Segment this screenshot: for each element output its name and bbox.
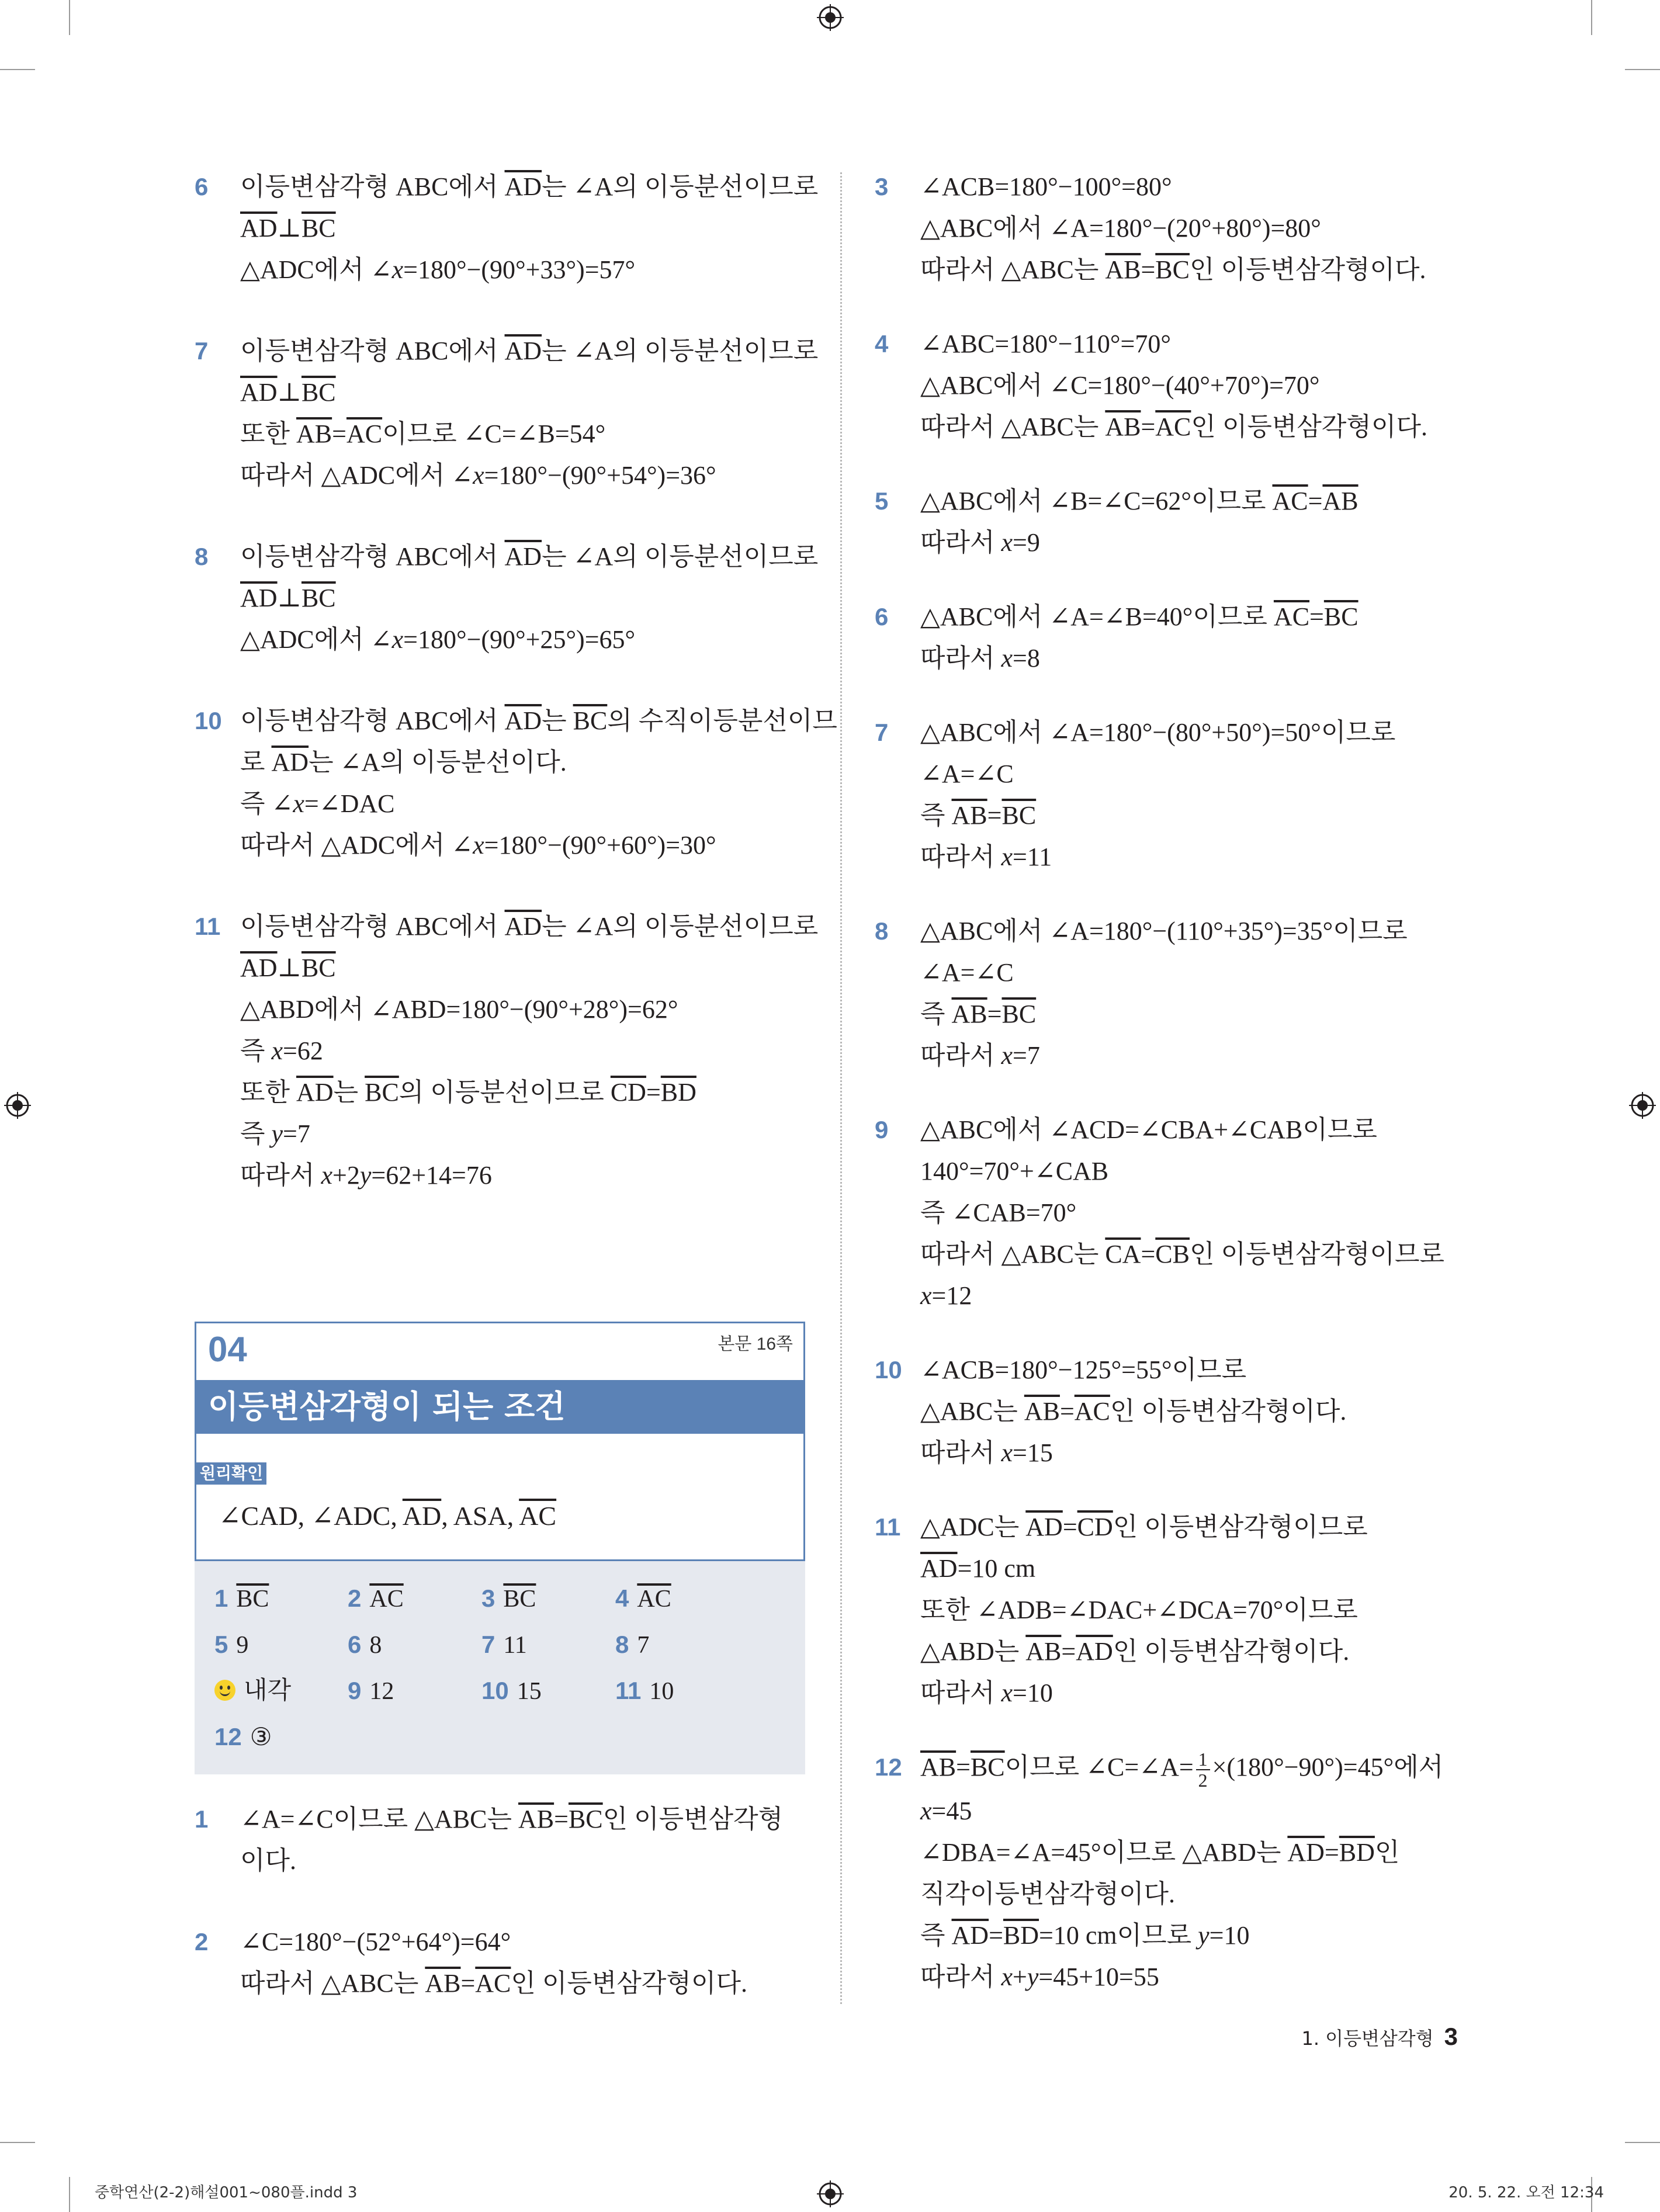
solution-line: 직각이등변삼각형이다. [920,1879,1176,1908]
column-divider [840,172,842,2004]
solution-item [195,166,819,290]
problem-number: 10 [875,1356,902,1384]
solution-item [875,1746,1517,1998]
answer-cell [481,1673,542,1709]
answer-number: 1 [214,1585,228,1612]
solution-line: 이등변삼각형 ABC에서 $\overline{AD}$는 ∠A의 이등분선이므로 [240,337,819,365]
solution-line: △ABD는 $\overline{AB}=\overline{AD}$인 이등변삼각형이다. [920,1637,1350,1666]
problem-number: 6 [875,603,889,630]
solution-line: 즉 ∠CAB=70° [920,1198,1077,1227]
solution-item [875,1109,1517,1316]
solution-line: 따라서 x=9 [920,528,1040,557]
solution-line: ∠DBA=∠A=45°이므로 △ABD는 $\overline{AD}=\overline{BD}$인 [920,1837,1400,1867]
answer-value: 9 [236,1632,249,1659]
solution-line: $\overline{AB}=\overline{BC}$이므로 ∠C=∠A= $\frac{1}{2}$ ×(180°−90°)=45°에서 [920,1748,1444,1791]
solution-line: $\overline{AD}\perp\overline{BC}$ [240,954,336,982]
answer-cell [481,1581,536,1617]
solution-line: 즉 $\overline{AD}=\overline{BD}=10$ cm이므로 y=10 [920,1920,1250,1950]
solution-item [195,1921,814,2004]
solution-line: 이등변삼각형 ABC에서 $\overline{AD}$는 ∠A의 이등분선이므로 [240,542,819,571]
crop-mark [0,2142,35,2143]
solution-line: 또한 $\overline{AD}$는 $\overline{BC}$의 이등분선이므로 $\overline{CD}=\overline{BD}$ [240,1078,696,1107]
left-column-bottom [195,1798,814,2044]
answer-cell [214,1719,272,1755]
solution-line: 즉 $\overline{AB}=\overline{BC}$ [920,801,1037,830]
solution-line: ∠ABC=180°−110°=70° [920,330,1171,358]
solution-line: △ABC에서 ∠ACD=∠CBA+∠CAB이므로 [920,1115,1377,1144]
solution-line: $\overline{AD}=10$ cm [920,1554,1036,1583]
answer-number: 8 [615,1631,629,1658]
answer-value: 12 [369,1678,394,1705]
solution-line: 따라서 x=8 [920,644,1040,672]
section-page-ref: 본문 16쪽 [718,1334,793,1354]
problem-number: 11 [195,913,221,940]
problem-number: 8 [195,543,209,570]
answer-grid [195,1561,805,1774]
solution-line: △ADC에서 ∠x=180°−(90°+33°)=57° [240,255,636,284]
solution-line: ∠A=∠C [920,760,1014,788]
left-column [195,166,837,1236]
solution-item [195,700,837,866]
crop-mark [0,69,35,70]
solution-item [195,906,819,1196]
answer-value: $\overline{AC}$ [637,1586,671,1613]
solution-line: 로 $\overline{AD}$는 ∠A의 이등분선이다. [240,748,567,776]
answer-number: 4 [615,1585,629,1612]
solution-line: 따라서 △ABC는 $\overline{AB}=\overline{AC}$인 이등변삼각형이다. [920,412,1427,441]
solution-line: ∠A=∠C이므로 △ABC는 $\overline{AB}=\overline{BC}$인 이등변삼각형 [240,1805,784,1833]
solution-line: △ABD에서 ∠ABD=180°−(90°+28°)=62° [240,995,678,1024]
solution-line: 즉 $\overline{AB}=\overline{BC}$ [920,1000,1037,1028]
answer-value: 7 [637,1632,650,1659]
solution-item [875,712,1517,878]
solution-line: 따라서 △ADC에서 ∠x=180°−(90°+60°)=30° [240,831,716,859]
answer-cell [615,1581,671,1617]
problem-number: 12 [875,1753,902,1781]
slug-filename: 중학연산(2-2)해설001~080플.indd 3 [95,2184,358,2201]
answer-cell [214,1581,269,1617]
problem-number: 11 [875,1513,901,1541]
problem-number: 8 [875,917,889,945]
registration-mark-icon [817,2180,844,2207]
solution-line: 따라서 △ADC에서 ∠x=180°−(90°+54°)=36° [240,461,716,490]
registration-mark-icon [4,1092,31,1119]
solution-line: ∠ACB=180°−100°=80° [920,172,1172,201]
problem-number: 5 [875,487,889,515]
solution-item [875,910,1517,1076]
solution-line: 따라서 x=11 [920,842,1052,871]
solution-item [875,596,1517,679]
solution-line: △ABC에서 ∠A=∠B=40°이므로 $\overline{AC}=\overline{BC}$ [920,602,1359,631]
problem-number: 2 [195,1928,209,1956]
solution-line: 이등변삼각형 ABC에서 $\overline{AD}$는 $\overline{BC}$의 수직이등분선이므 [240,706,837,735]
solution-line: △ADC는 $\overline{AD}=\overline{CD}$인 이등변삼각형이므로 [920,1513,1368,1541]
problem-number: 3 [875,173,889,200]
solution-line: $\overline{AD}\perp\overline{BC}$ [240,378,336,407]
answer-value: 15 [517,1678,542,1705]
answer-number: 2 [348,1585,362,1612]
solution-line: △ABC는 $\overline{AB}=\overline{AC}$인 이등변삼각형이다. [920,1397,1347,1426]
slug-timestamp: 20. 5. 22. 오전 12:34 [1448,2184,1604,2201]
answer-value: 8 [369,1632,382,1659]
answer-number: 12 [214,1723,242,1750]
problem-number: 4 [875,330,889,358]
answer-value: 내각 [244,1677,292,1704]
answer-cell [214,1673,291,1708]
solution-line: 이등변삼각형 ABC에서 $\overline{AD}$는 ∠A의 이등분선이므로 [240,172,819,201]
registration-mark-icon [817,4,844,31]
solution-item [875,1506,1517,1714]
solution-line: 이등변삼각형 ABC에서 $\overline{AD}$는 ∠A의 이등분선이므로 [240,912,819,941]
answer-number: 3 [481,1585,495,1612]
solution-item [195,1798,814,1881]
problem-number: 6 [195,173,209,200]
solution-line: △ABC에서 ∠A=180°−(20°+80°)=80° [920,214,1321,242]
answer-number: 7 [481,1631,495,1658]
crop-mark [1625,2142,1660,2143]
answer-number: 9 [348,1677,362,1704]
solution-line: ∠ACB=180°−125°=55°이므로 [920,1355,1247,1384]
answer-value: $\overline{BC}$ [503,1586,536,1613]
crop-mark [1591,0,1592,35]
section-number: 04 [208,1330,247,1369]
solution-line: x=12 [920,1281,972,1310]
registration-mark-icon [1629,1092,1656,1119]
solution-line: ∠A=∠C [920,958,1014,987]
page-footer [1301,2023,1458,2051]
solution-line: 즉 ∠x=∠DAC [240,789,395,818]
solution-line: 따라서 △ABC는 $\overline{AB}=\overline{BC}$인 이등변삼각형이다. [920,255,1426,284]
answer-number: 11 [615,1677,642,1704]
solution-item [875,323,1517,448]
solution-line: △ABC에서 ∠C=180°−(40°+70°)=70° [920,371,1320,400]
solution-line: △ADC에서 ∠x=180°−(90°+25°)=65° [240,625,636,654]
solution-line: 따라서 x=10 [920,1679,1053,1707]
crop-mark [69,2177,70,2212]
solution-line: △ABC에서 ∠A=180°−(110°+35°)=35°이므로 [920,917,1408,945]
solution-line: ∠C=180°−(52°+64°)=64° [240,1927,511,1956]
problem-number: 1 [195,1805,209,1833]
principle-check-badge: 원리확인 [196,1462,266,1485]
answer-value: 10 [649,1678,674,1705]
answer-cell [348,1581,404,1617]
page-number: 3 [1444,2023,1458,2050]
problem-number: 10 [195,707,222,734]
answer-value: $\overline{AC}$ [369,1586,404,1613]
problem-number: 7 [875,719,889,746]
solution-line: 이다. [240,1846,297,1875]
crop-mark [69,0,70,35]
solution-item [875,480,1517,563]
solution-line: 따라서 △ABC는 $\overline{CA}=\overline{CB}$인 이등변삼각형이므로 [920,1240,1445,1268]
solution-line: $\overline{AD}\perp\overline{BC}$ [240,584,336,612]
solution-line: 즉 x=62 [240,1036,323,1065]
answer-cell [615,1673,674,1709]
smiley-icon [214,1680,235,1701]
section-header-box [195,1322,805,1561]
answer-number: 5 [214,1631,228,1658]
solution-line: 따라서 x=15 [920,1438,1053,1467]
answer-cell [481,1627,527,1663]
solution-line: 즉 y=7 [240,1119,310,1148]
solution-line: 따라서 x+y=45+10=55 [920,1962,1159,1991]
solution-line: 따라서 △ABC는 $\overline{AB}=\overline{AC}$인 이등변삼각형이다. [240,1969,747,1998]
solution-line: △ABC에서 ∠B=∠C=62°이므로 $\overline{AC}=\overline{AB}$ [920,487,1359,515]
crop-mark [1625,69,1660,70]
solution-item [875,1349,1517,1473]
answer-number: 10 [481,1677,509,1704]
answer-cell [214,1627,248,1663]
solution-line: 따라서 x=7 [920,1041,1040,1070]
answer-value: $\overline{BC}$ [236,1586,269,1613]
solution-line: $\overline{AD}\perp\overline{BC}$ [240,214,336,242]
right-column [875,166,1517,2037]
problem-number: 9 [875,1116,889,1143]
solution-line: △ABC에서 ∠A=180°−(80°+50°)=50°이므로 [920,718,1396,747]
solution-line: 140°=70°+∠CAB [920,1157,1109,1185]
problem-number: 7 [195,337,209,365]
answer-cell [348,1627,382,1663]
principle-check-answer: ∠CAD, ∠ADC, $\overline{AD}$, ASA, $\overline{AC}$ [219,1501,557,1531]
answer-number: 6 [348,1631,362,1658]
solution-line: x=45 [920,1796,972,1825]
solution-item [875,166,1517,290]
solution-line: 또한 ∠ADB=∠DAC+∠DCA=70°이므로 [920,1596,1358,1624]
answer-cell [348,1673,394,1709]
solution-line: 또한 $\overline{AB}=\overline{AC}$이므로 ∠C=∠B=54° [240,419,606,448]
solution-item [195,330,819,496]
answer-value: 11 [503,1632,527,1659]
solution-item [195,536,819,660]
solution-line: 따라서 x+2y=62+14=76 [240,1161,492,1190]
answer-cell [615,1627,649,1663]
section-title: 이등변삼각형이 되는 조건 [196,1380,803,1434]
chapter-label: 1. 이등변삼각형 [1301,2027,1434,2050]
answer-value: ③ [249,1724,272,1751]
